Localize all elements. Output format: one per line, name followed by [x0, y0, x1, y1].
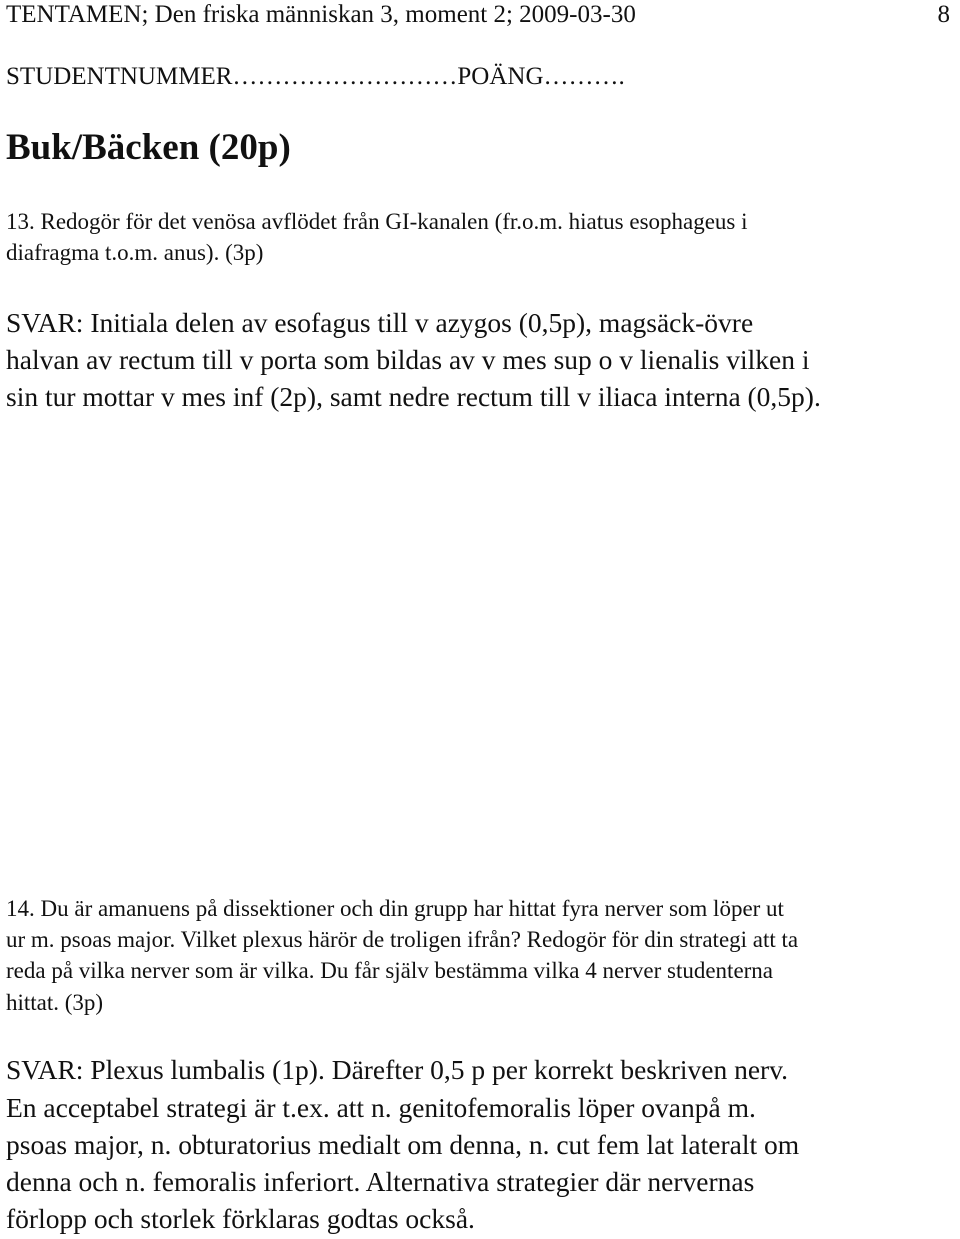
- answer-14-line-5: förlopp och storlek förklaras godtas också.: [6, 1203, 475, 1234]
- question-14-line-4: hittat. (3p): [6, 990, 104, 1015]
- answer-13-line-3: sin tur mottar v mes inf (2p), samt nedre rectum till v iliaca interna (0,5p).: [6, 381, 821, 412]
- answer-14-line-1: SVAR: Plexus lumbalis (1p). Därefter 0,5 p per korrekt beskriven nerv.: [6, 1054, 789, 1085]
- answer-13-line-1: SVAR: Initiala delen av esofagus till v azygos (0,5p), magsäck-övre: [6, 307, 754, 338]
- question-13-line-1: 13. Redogör för det venösa avflödet från GI-kanalen (fr.o.m. hiatus esophageus i: [6, 209, 748, 234]
- section-title: Buk/Bäcken (20p): [6, 127, 291, 168]
- question-14-line-1: 14. Du är amanuens på dissektioner och din grupp har hittat fyra nerver som löper ut: [6, 896, 784, 921]
- question-14-line-3: reda på vilka nerver som är vilka. Du får själv bestämma vilka 4 nerver studenterna: [6, 958, 774, 983]
- student-number-line: STUDENTNUMMER………………………POÄNG……….: [6, 63, 625, 90]
- exam-header: TENTAMEN; Den friska människan 3, moment 2; 2009-03-30: [6, 1, 636, 28]
- page-number: 8: [937, 1, 950, 28]
- answer-13-line-2: halvan av rectum till v porta som bildas av v mes sup o v lienalis vilken i: [6, 344, 810, 375]
- answer-14-line-3: psoas major, n. obturatorius medialt om denna, n. cut fem lat lateralt om: [6, 1129, 800, 1160]
- question-13-line-2: diafragma t.o.m. anus). (3p): [6, 240, 264, 265]
- question-14-line-2: ur m. psoas major. Vilket plexus härör de troligen ifrån? Redogör för din strategi att ta: [6, 927, 799, 952]
- answer-14-line-2: En acceptabel strategi är t.ex. att n. genitofemoralis löper ovanpå m.: [6, 1092, 756, 1123]
- answer-14-line-4: denna och n. femoralis inferiort. Alternativa strategier där nervernas: [6, 1166, 755, 1197]
